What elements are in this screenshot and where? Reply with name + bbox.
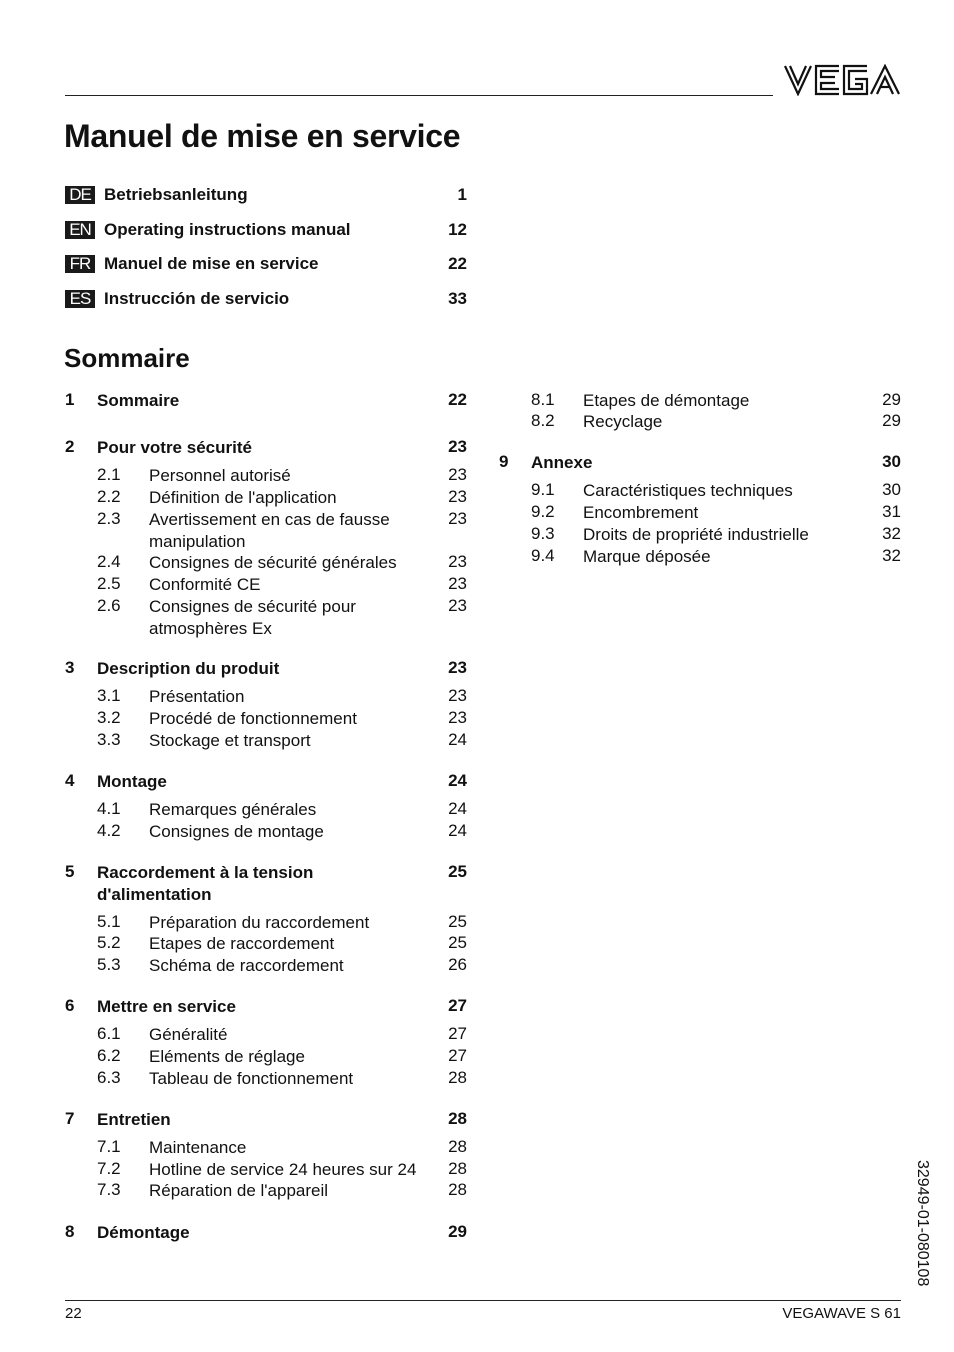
language-badge: FR: [65, 255, 95, 273]
toc-number: 5.1: [97, 912, 121, 931]
toc-page: 23: [448, 487, 467, 506]
toc-page: 28: [448, 1109, 467, 1128]
toc-label: [97, 862, 313, 906]
toc-page: 23: [448, 686, 467, 705]
toc-page: 27: [448, 1024, 467, 1043]
toc-label: [149, 1046, 305, 1068]
toc-page: 30: [882, 480, 901, 499]
toc-page: 25: [448, 862, 467, 881]
toc-label: [97, 1109, 171, 1131]
toc-page: 23: [448, 509, 467, 528]
toc-label: [97, 437, 252, 459]
toc-label-line: Recyclage: [583, 412, 663, 431]
footer-page-number: 22: [65, 1305, 82, 1322]
vega-logo: [783, 64, 901, 96]
language-badge: EN: [65, 221, 95, 239]
header-rule: [65, 95, 773, 96]
toc-number: 8: [65, 1222, 75, 1241]
toc-label: [149, 552, 397, 574]
language-row-de[interactable]: [65, 185, 467, 207]
toc-label: [149, 465, 291, 487]
footer-rule: [65, 1300, 901, 1301]
toc-number: 2.1: [97, 465, 121, 484]
toc-number: 7.1: [97, 1137, 121, 1156]
toc-number: 2.3: [97, 509, 121, 528]
toc-label: [149, 955, 344, 977]
toc-page: 29: [882, 390, 901, 409]
language-label: Manuel de mise en service: [104, 254, 319, 273]
document-id: [903, 1160, 943, 1310]
toc-page: 23: [448, 708, 467, 727]
toc-heading: Sommaire: [64, 343, 190, 373]
toc-number: 9.2: [531, 502, 555, 521]
toc-label-line: Consignes de sécurité pour: [149, 597, 356, 616]
toc-label-line: Annexe: [531, 453, 593, 472]
toc-label-line: Entretien: [97, 1110, 171, 1129]
footer-product-name: VEGAWAVE S 61: [782, 1305, 901, 1322]
toc-label-line: Préparation du raccordement: [149, 913, 370, 932]
toc-label-line: d'alimentation: [97, 884, 212, 904]
toc-label: [149, 686, 244, 708]
toc-label: [97, 771, 167, 793]
language-page: 12: [448, 220, 467, 239]
toc-page: 32: [882, 546, 901, 565]
toc-label-line: Maintenance: [149, 1138, 247, 1157]
toc-label-line: Démontage: [97, 1223, 190, 1242]
language-label: Instrucción de servicio: [104, 289, 290, 308]
toc-label: [149, 509, 390, 553]
toc-label-line: Avertissement en cas de fausse: [149, 510, 390, 529]
toc-label-line: manipulation: [149, 531, 246, 551]
toc-left-column: [65, 390, 467, 1250]
toc-label-line: Etapes de démontage: [583, 391, 750, 410]
toc-label: [97, 1222, 190, 1244]
language-badge: ES: [65, 290, 95, 308]
toc-page: 32: [882, 524, 901, 543]
toc-label: [149, 1137, 246, 1159]
document-id-text: 32949-01-080108: [914, 1160, 931, 1287]
toc-number: 9: [499, 452, 509, 471]
toc-number: 5.3: [97, 955, 121, 974]
toc-number: 6: [65, 996, 75, 1015]
toc-number: 8.1: [531, 390, 555, 409]
language-page: 22: [448, 254, 467, 273]
language-row-es[interactable]: [65, 289, 467, 311]
toc-label-line: Remarques générales: [149, 800, 317, 819]
toc-label-line: Stockage et transport: [149, 731, 311, 750]
toc-number: 2.6: [97, 596, 121, 615]
toc-number: 7.2: [97, 1159, 121, 1178]
toc-label-line: Tableau de fonctionnement: [149, 1069, 354, 1088]
toc-page: 23: [448, 437, 467, 456]
toc-label-line: Conformité CE: [149, 575, 261, 594]
toc-page: 28: [448, 1137, 467, 1156]
toc-label-line: Consignes de montage: [149, 822, 324, 841]
toc-label: [149, 912, 369, 934]
toc-label: [97, 658, 279, 680]
toc-label-line: Caractéristiques techniques: [583, 481, 793, 500]
toc-label-line: Encombrement: [583, 503, 699, 522]
page-title: Manuel de mise en service: [64, 118, 461, 154]
toc-number: 5.2: [97, 933, 121, 952]
toc-number: 4.2: [97, 821, 121, 840]
toc-label-line: Présentation: [149, 687, 245, 706]
toc-number: 5: [65, 862, 75, 881]
toc-label-line: Définition de l'application: [149, 488, 337, 507]
toc-number: 9.1: [531, 480, 555, 499]
toc-number: 3: [65, 658, 75, 677]
toc-label: [583, 502, 698, 524]
toc-page: 29: [882, 411, 901, 430]
toc-label: [149, 1024, 227, 1046]
toc-number: 4: [65, 771, 75, 790]
toc-page: 23: [448, 658, 467, 677]
toc-page: 26: [448, 955, 467, 974]
toc-page: 22: [448, 390, 467, 409]
toc-number: 9.4: [531, 546, 555, 565]
toc-label-line: Personnel autorisé: [149, 466, 291, 485]
toc-label: [149, 1159, 416, 1181]
toc-label: [97, 996, 236, 1018]
toc-label-line: Etapes de raccordement: [149, 934, 335, 953]
toc-number: 1: [65, 390, 75, 409]
toc-number: 2.5: [97, 574, 121, 593]
toc-number: 4.1: [97, 799, 121, 818]
toc-label: [583, 524, 809, 546]
toc-number: 9.3: [531, 524, 555, 543]
toc-label: [97, 390, 179, 412]
toc-number: 7: [65, 1109, 75, 1128]
toc-number: 2.2: [97, 487, 121, 506]
toc-page: 27: [448, 996, 467, 1015]
language-label: Betriebsanleitung: [104, 185, 248, 204]
toc-page: 31: [882, 502, 901, 521]
toc-page: 29: [448, 1222, 467, 1241]
toc-label-line: Hotline de service 24 heures sur 24: [149, 1160, 417, 1179]
toc-page: 28: [448, 1180, 467, 1199]
toc-label: [583, 480, 793, 502]
toc-number: 3.3: [97, 730, 121, 749]
toc-number: 2: [65, 437, 75, 456]
toc-page: 25: [448, 933, 467, 952]
language-badge: DE: [65, 186, 95, 204]
toc-number: 2.4: [97, 552, 121, 571]
toc-label-line: Sommaire: [97, 391, 180, 410]
toc-label: [583, 390, 749, 412]
toc-label-line: Réparation de l'appareil: [149, 1181, 329, 1200]
toc-right-column: [499, 390, 901, 580]
toc-label: [583, 546, 711, 568]
toc-label-line: Procédé de fonctionnement: [149, 709, 357, 728]
toc-number: 6.3: [97, 1068, 121, 1087]
toc-page: 23: [448, 465, 467, 484]
toc-number: 3.2: [97, 708, 121, 727]
toc-label-line: Mettre en service: [97, 997, 236, 1016]
toc-label-line: Schéma de raccordement: [149, 956, 344, 975]
toc-page: 23: [448, 596, 467, 615]
language-row-fr[interactable]: [65, 254, 467, 276]
language-page: 33: [448, 289, 467, 308]
toc-label: [149, 1068, 353, 1090]
toc-number: 7.3: [97, 1180, 121, 1199]
toc-page: 24: [448, 730, 467, 749]
toc-number: 6.2: [97, 1046, 121, 1065]
toc-label-line: atmosphères Ex: [149, 618, 272, 638]
toc-label: [149, 1180, 328, 1202]
toc-label-line: Eléments de réglage: [149, 1047, 305, 1066]
toc-label: [149, 730, 311, 752]
toc-label: [149, 708, 357, 730]
language-row-en[interactable]: [65, 220, 467, 242]
toc-label: [149, 487, 337, 509]
toc-label: [531, 452, 592, 474]
toc-label-line: Montage: [97, 772, 167, 791]
toc-page: 24: [448, 799, 467, 818]
toc-page: 25: [448, 912, 467, 931]
toc-label-line: Marque déposée: [583, 547, 711, 566]
toc-label: [149, 821, 324, 843]
toc-label-line: Description du produit: [97, 659, 280, 678]
toc-number: 3.1: [97, 686, 121, 705]
toc-page: 23: [448, 574, 467, 593]
toc-label-line: Consignes de sécurité générales: [149, 553, 397, 572]
language-page: 1: [457, 185, 467, 204]
toc-label-line: Pour votre sécurité: [97, 438, 252, 457]
toc-label-line: Droits de propriété industrielle: [583, 525, 809, 544]
toc-page: 24: [448, 771, 467, 790]
toc-page: 23: [448, 552, 467, 571]
toc-label: [149, 596, 356, 640]
toc-page: 28: [448, 1159, 467, 1178]
toc-label: [149, 933, 334, 955]
toc-number: 6.1: [97, 1024, 121, 1043]
toc-page: 24: [448, 821, 467, 840]
toc-page: 28: [448, 1068, 467, 1087]
toc-label: [583, 411, 662, 433]
toc-label: [149, 799, 316, 821]
toc-label-line: Raccordement à la tension: [97, 863, 314, 882]
language-label: Operating instructions manual: [104, 220, 351, 239]
toc-label-line: Généralité: [149, 1025, 228, 1044]
toc-number: 8.2: [531, 411, 555, 430]
toc-label: [149, 574, 260, 596]
toc-page: 30: [882, 452, 901, 471]
toc-page: 27: [448, 1046, 467, 1065]
